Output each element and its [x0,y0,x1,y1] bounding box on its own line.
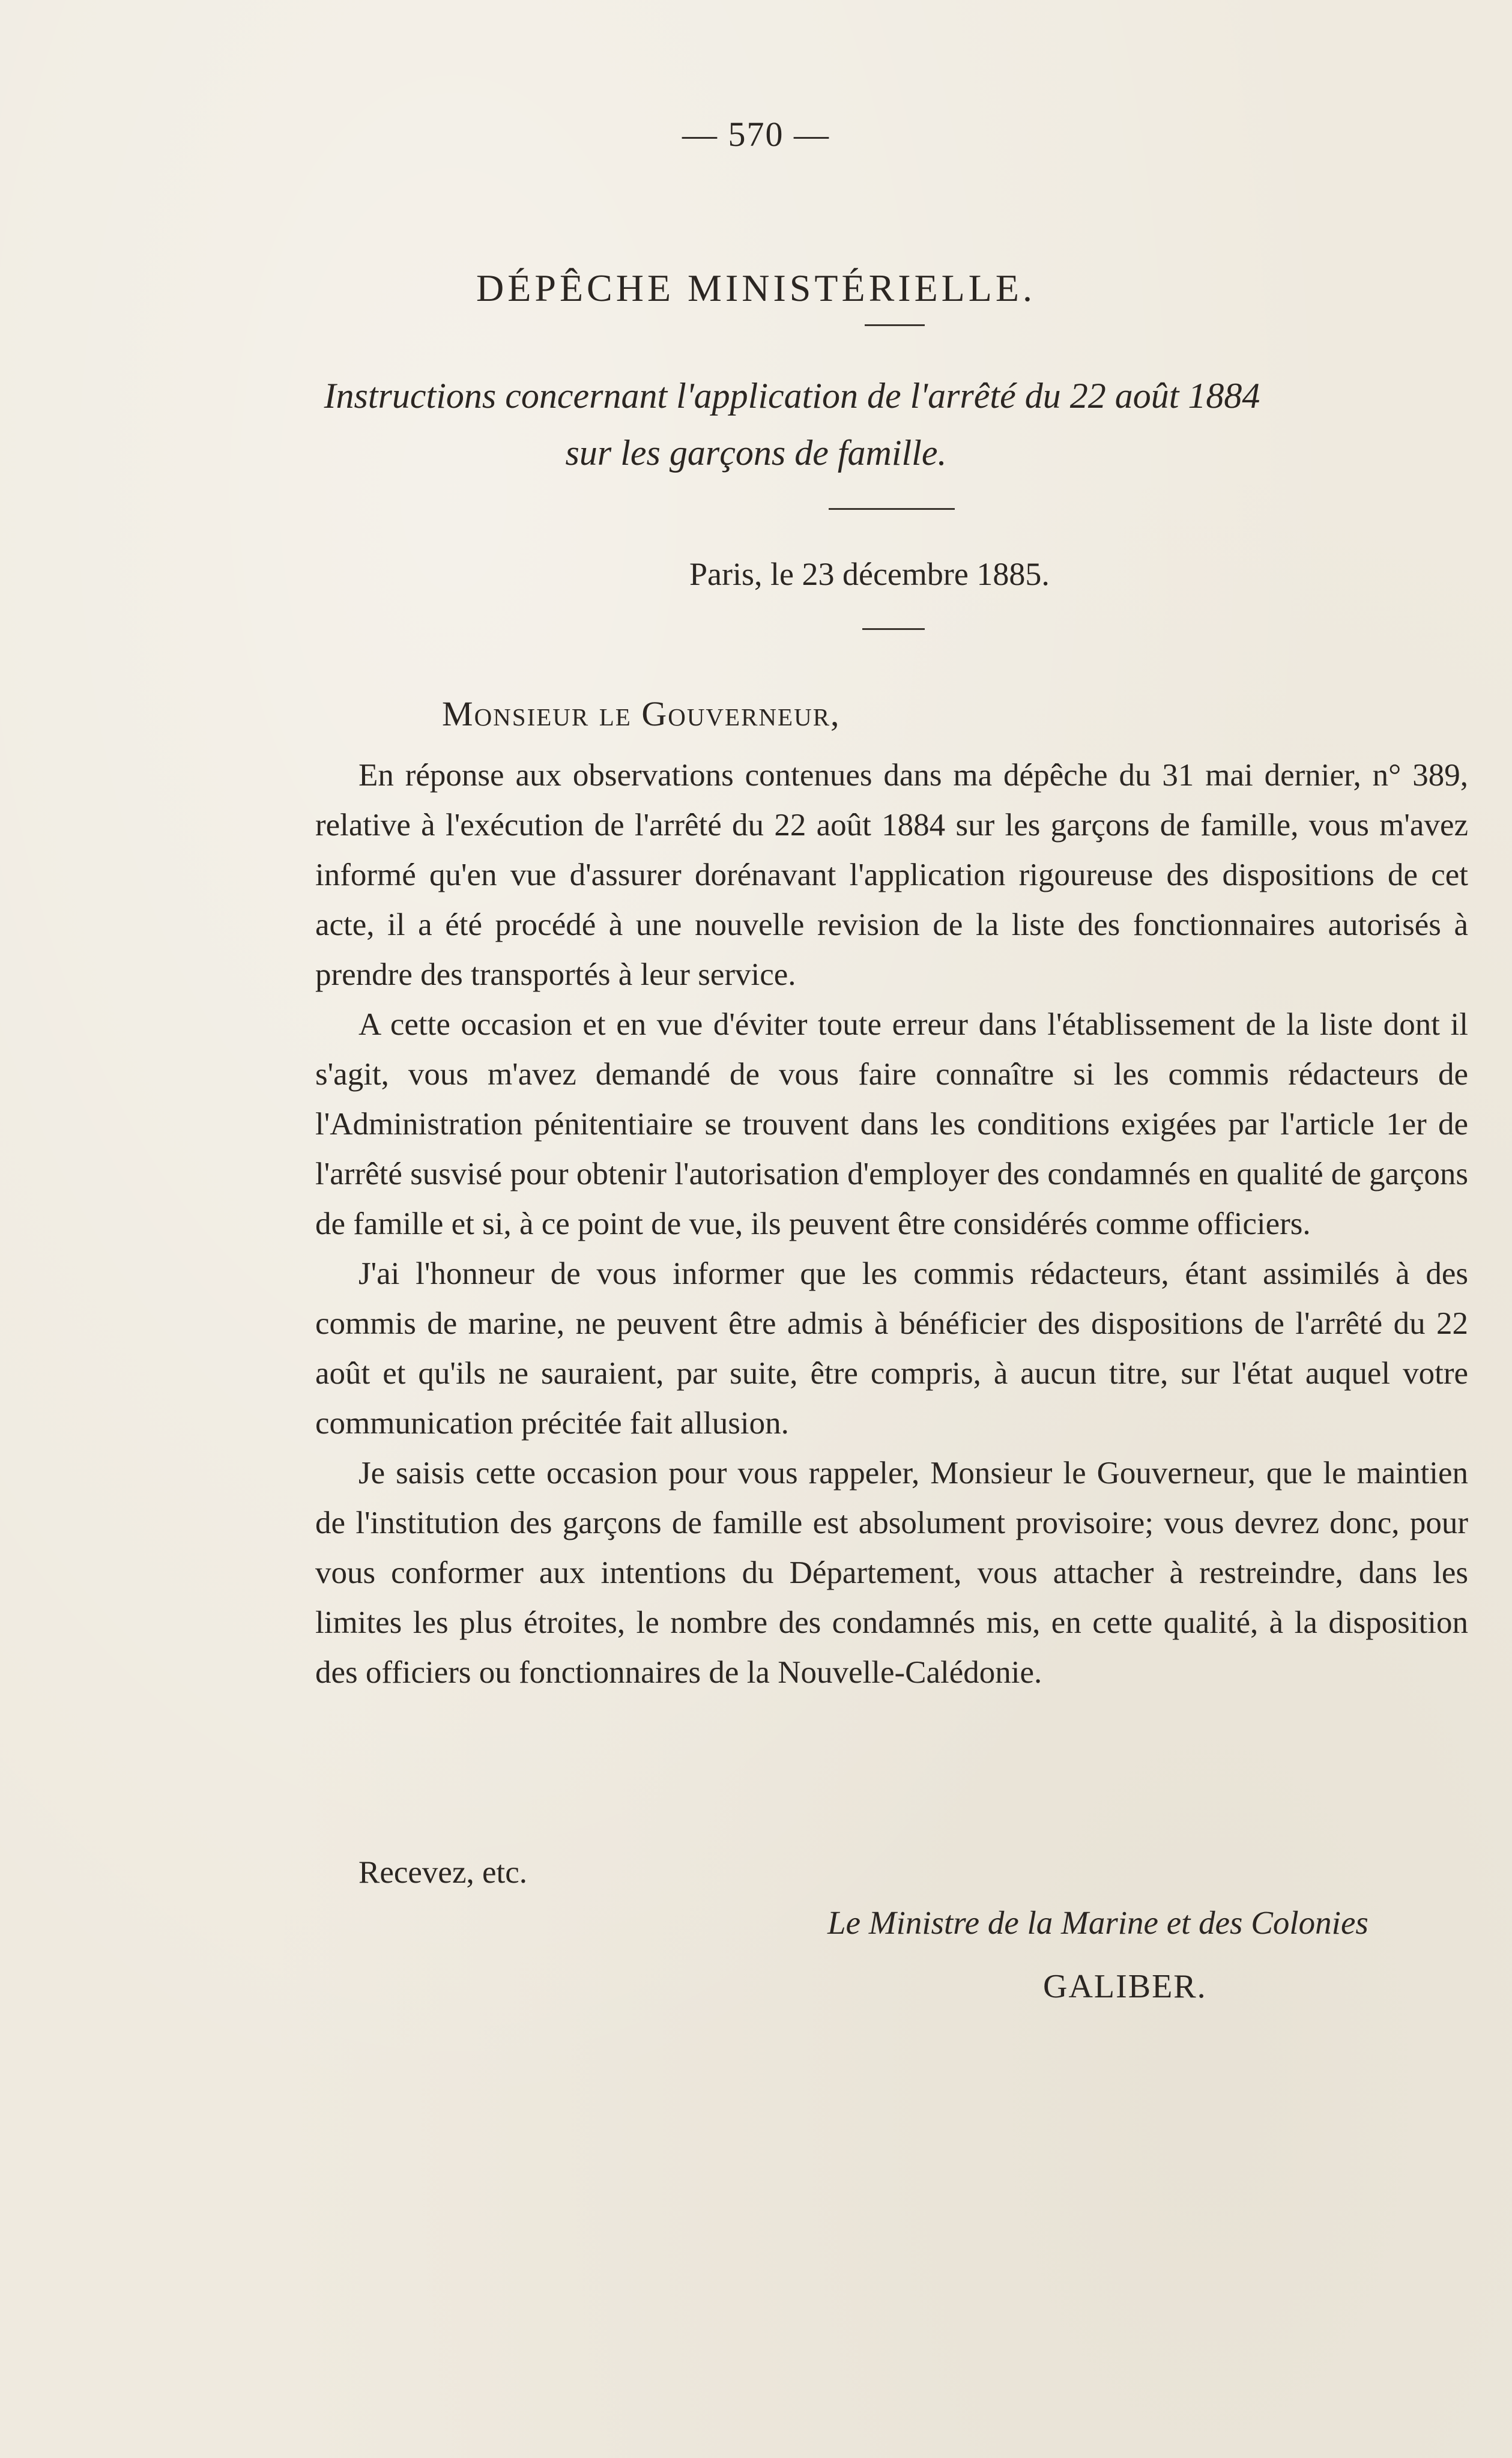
signature-name: GALIBER. [1043,1968,1207,2005]
subtitle-line-1: Instructions concernant l'application de l'arrêté du 22 août 1884 [324,376,1260,416]
paragraph-1: En réponse aux observations contenues dans ma dépêche du 31 mai dernier, n° 389, relative à l'exécution de l'arrêté du 22 août 1884 sur les garçons de famille, vous m'avez informé qu'en vue d'assurer dorénavant l'application rigoureuse des dispositions de cet acte, il a été procédé à une nouvelle revision de la liste des fonctionnaires autorisés à prendre des transportés à leur service. [315,758,1468,992]
paragraph-2: A cette occasion et en vue d'éviter toute erreur dans l'établissement de la liste dont il s'agit, vous m'avez demandé de vous faire connaître si les commis rédacteurs de l'Administration pénitentiaire se trouvent dans les conditions exigées par l'article 1er de l'arrêté susvisé pour obtenir l'autorisation d'employer des condamnés en qualité de garçons de famille et si, à ce point de vue, ils peuvent être considérés comme officiers. [315,1007,1468,1241]
paragraph-4: Je saisis cette occasion pour vous rappeler, Monsieur le Gouverneur, que le maintien de l'institution des garçons de famille est absolument provisoire; vous devrez donc, pour vous conformer aux intentions du Département, vous attacher à restreindre, dans les limites les plus étroites, le nombre des condamnés mis, en cette qualité, à la disposition des officiers ou fonctionnaires de la Nouvelle-Calédonie. [315,1456,1468,1690]
title-divider [865,324,925,326]
page-number: — 570 — [682,115,830,154]
paragraph-3: J'ai l'honneur de vous informer que les commis rédacteurs, étant assimilés à des commis de marine, ne peuvent être admis à bénéficier des dispositions de l'arrêté du 22 août et qu'ils ne sauraient, par suite, être compris, à aucun titre, sur l'état auquel votre communication précitée fait allusion. [315,1256,1468,1441]
letter-body [315,751,1468,1698]
document-title: DÉPÊCHE MINISTÉRIELLE. [476,266,1036,309]
salutation: Monsieur le Gouverneur, [442,694,841,733]
signature-title: Le Ministre de la Marine et des Colonies [827,1904,1368,1941]
dateline: Paris, le 23 décembre 1885. [689,556,1050,592]
dateline-divider [862,628,925,630]
subtitle-divider [829,508,955,510]
subtitle-line-2: sur les garçons de famille. [565,433,947,473]
closing: Recevez, etc. [358,1855,527,1890]
